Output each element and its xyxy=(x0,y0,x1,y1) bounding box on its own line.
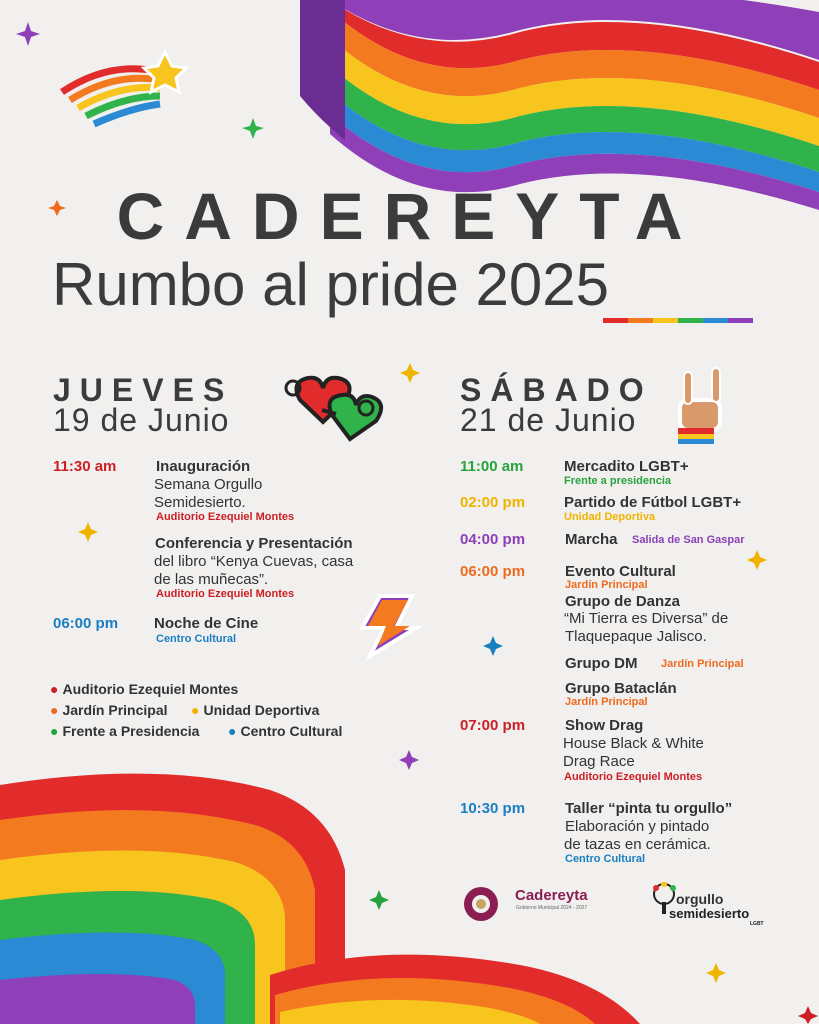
event-desc: Elaboración y pintado xyxy=(565,818,710,835)
event-desc: Semidesierto. xyxy=(154,494,246,511)
saturday-date: 21 de Junio xyxy=(460,402,637,438)
legend-label: Centro Cultural xyxy=(240,723,343,739)
event-venue: Salida de San Gaspar xyxy=(632,534,745,546)
rock-hand-sticker xyxy=(678,368,720,444)
event-venue: Unidad Deportiva xyxy=(564,511,656,523)
event-venue: Jardín Principal xyxy=(565,696,648,708)
legend-item xyxy=(228,723,342,739)
event-title: Show Drag xyxy=(565,717,644,734)
legend-label: Frente a Presidencia xyxy=(62,723,200,739)
legend-label: Unidad Deportiva xyxy=(203,702,320,718)
page-subtitle xyxy=(52,250,609,319)
event-venue: Jardín Principal xyxy=(661,658,744,670)
subtitle-text: Rumbo al pride xyxy=(52,251,459,318)
event-title: Marcha xyxy=(565,531,618,548)
shooting-star-sticker xyxy=(62,52,186,124)
event-title: Conferencia y Presentación xyxy=(155,535,353,552)
event-desc: Tlaquepaque Jalisco. xyxy=(565,628,707,645)
event-venue: Jardín Principal xyxy=(565,579,648,591)
subtitle-year: 2025 xyxy=(475,251,610,318)
event-desc: “Mi Tierra es Diversa” de xyxy=(564,610,729,627)
thursday-day-name: JUEVES xyxy=(53,372,234,408)
event-time: 11:00 am xyxy=(460,458,524,475)
legend-item xyxy=(50,702,168,718)
heart-glasses-sticker xyxy=(286,378,381,439)
legend-dot: ● xyxy=(50,681,59,697)
orgullo-logo-text-2: semidesierto xyxy=(669,906,750,921)
page-title: CADEREYTA xyxy=(116,179,703,253)
event-time: 06:00 pm xyxy=(53,615,119,632)
legend-item xyxy=(50,681,238,697)
event-venue: Auditorio Ezequiel Montes xyxy=(156,588,295,600)
municipio-emblem-icon xyxy=(461,884,501,924)
event-desc: de las muñecas”. xyxy=(154,571,269,588)
legend-dot: ● xyxy=(50,702,59,718)
event-title: Noche de Cine xyxy=(154,615,259,632)
event-desc: de tazas en cerámica. xyxy=(564,836,711,853)
event-desc: Semana Orgullo xyxy=(154,476,263,493)
event-venue: Auditorio Ezequiel Montes xyxy=(564,771,703,783)
event-desc: del libro “Kenya Cuevas, casa xyxy=(154,553,354,570)
event-title: Mercadito LGBT+ xyxy=(564,458,689,475)
event-time: 10:30 pm xyxy=(460,800,526,817)
legend-dot: ● xyxy=(50,723,59,739)
legend-label: Jardín Principal xyxy=(62,702,168,718)
legend-item xyxy=(191,702,319,718)
event-desc: House Black & White xyxy=(563,735,704,752)
event-time: 04:00 pm xyxy=(460,531,526,548)
event-title: Grupo de Danza xyxy=(565,593,681,610)
title-rainbow-underline xyxy=(603,318,753,323)
legend-dot: ● xyxy=(228,723,237,739)
event-title: Inauguración xyxy=(156,458,251,475)
event-desc: Drag Race xyxy=(563,753,635,770)
event-time: 02:00 pm xyxy=(460,494,526,511)
lightning-sticker xyxy=(362,596,416,656)
event-title: Grupo DM xyxy=(565,655,638,672)
event-time: 11:30 am xyxy=(53,458,117,475)
event-venue: Centro Cultural xyxy=(565,853,646,865)
event-title: Grupo Bataclán xyxy=(565,680,677,697)
municipio-logo-text: Cadereyta xyxy=(515,887,588,904)
event-venue: Centro Cultural xyxy=(156,633,237,645)
event-time: 07:00 pm xyxy=(460,717,526,734)
event-title: Evento Cultural xyxy=(565,563,676,580)
orgullo-logo-text-3: LGBT xyxy=(750,921,764,927)
thursday-date: 19 de Junio xyxy=(53,402,230,438)
saturday-day-name: SÁBADO xyxy=(460,372,653,408)
legend-label: Auditorio Ezequiel Montes xyxy=(62,681,239,697)
event-venue: Auditorio Ezequiel Montes xyxy=(156,511,295,523)
event-title: Taller “pinta tu orgullo” xyxy=(565,800,733,817)
legend-item xyxy=(50,723,199,739)
legend-dot: ● xyxy=(191,702,200,718)
municipio-logo-subtext: Gobierno Municipal 2024 - 2027 xyxy=(516,905,588,911)
event-time: 06:00 pm xyxy=(460,563,526,580)
event-title: Partido de Fútbol LGBT+ xyxy=(564,494,742,511)
orgullo-logo-text: orgullo xyxy=(676,891,724,907)
event-venue: Frente a presidencia xyxy=(564,475,671,487)
